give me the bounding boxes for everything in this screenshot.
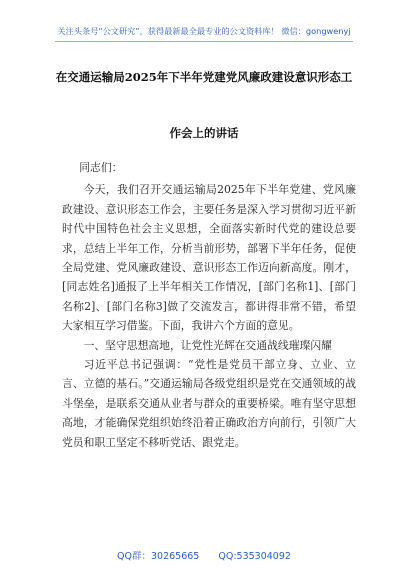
greeting: 同志们： xyxy=(79,161,123,174)
document-body xyxy=(62,158,356,452)
paragraph-section-1: 习近平总书记强调：“党性是党员干部立身、立业、立言、立德的基石。”交通运输局各级党组织是党在交通领域的战斗堡垒，是联系交通从业者与群众的重要桥梁。唯有坚守思想高地，才能确保党组织始终沿着正确政治方向前行，引领广大党员和职工坚定不移听党话、跟党走。 xyxy=(62,358,356,449)
footer-qq-group: QQ群：30265665 xyxy=(117,551,200,562)
footer-qq-number: QQ:535304092 xyxy=(218,551,291,562)
header-note: 关注头条号“公文研究”，获得最新最全最专业的公文资料库！ 微信：gongwenyj xyxy=(57,26,351,36)
section-heading-1: 一、坚守思想高地，让党性光辉在交通战线璀璨闪耀 xyxy=(83,338,332,352)
document-title-line-2: 作会上的讲话 xyxy=(169,126,239,140)
paragraph-intro: 今天，我们召开交通运输局2025年下半年党建、党风廉政建设、意识形态工作会，主要任务是深入学习贯彻习近平新时代中国特色社会主义思想，全面落实新时代党的建设总要求，总结上半年工作，分析当前形势，部署下半年任务，促使全局党建、党风廉政建设、意识形态工作迈向新高度。刚才，[同志姓名]通报了上半年相关工作情况，[部门名称1]、[部门名称2]、[部门名称3]做了交流发言，都讲得非常不错，希望大家相互学习借鉴。下面，我讲六个方面的意见。 xyxy=(62,183,356,333)
document-title-line-1: 在交通运输局2025年下半年党建党风廉政建设意识形态工 xyxy=(55,70,353,84)
footer-contacts xyxy=(0,548,408,562)
header-divider xyxy=(55,41,353,42)
